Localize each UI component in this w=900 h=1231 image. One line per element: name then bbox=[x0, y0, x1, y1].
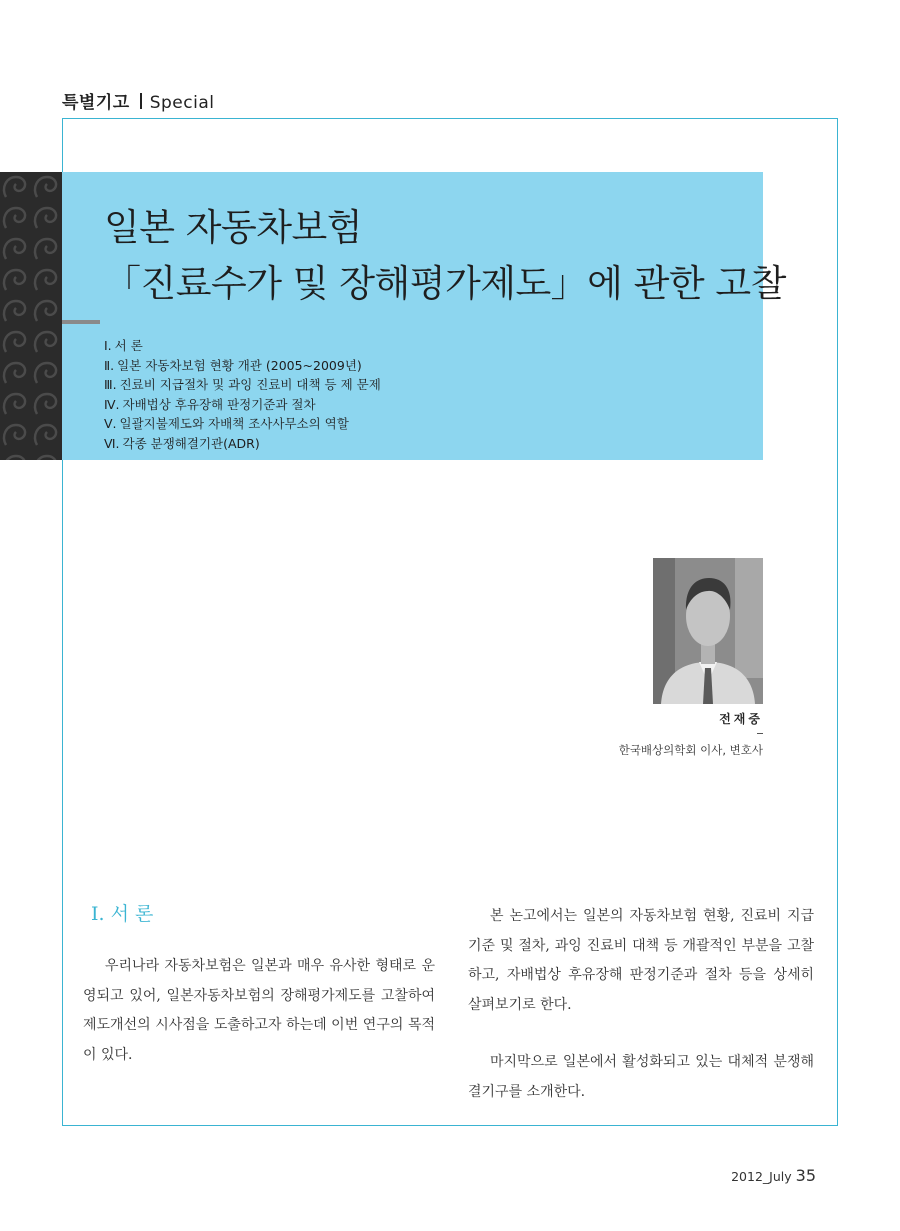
author-divider bbox=[757, 733, 763, 734]
body-paragraph: 마지막으로 일본에서 활성화되고 있는 대체적 분쟁해결기구를 소개한다. bbox=[468, 1054, 814, 1100]
category-korean: 특별기고 bbox=[62, 93, 130, 113]
toc-item: Ⅰ. 서 론 bbox=[104, 338, 143, 353]
category-divider bbox=[140, 93, 142, 109]
issue-label: 2012_July bbox=[731, 1169, 792, 1184]
author-name: 전재중 bbox=[719, 712, 763, 726]
body-column-right bbox=[468, 902, 814, 1107]
title-banner bbox=[62, 172, 786, 460]
page-footer bbox=[731, 1166, 816, 1185]
toc-item: Ⅳ. 자배법상 후유장해 판정기준과 절차 bbox=[104, 396, 316, 412]
article-title-line-1: 일본 자동차보험 bbox=[104, 206, 362, 249]
author-photo bbox=[653, 558, 763, 704]
toc-item: Ⅲ. 진료비 지급절차 및 과잉 진료비 대책 등 제 문제 bbox=[104, 377, 381, 392]
section-heading: Ⅰ. 서 론 bbox=[91, 903, 154, 925]
page-number: 35 bbox=[795, 1166, 816, 1185]
author-affiliation: 한국배상의학회 이사, 변호사 bbox=[618, 743, 763, 757]
toc-item: Ⅱ. 일본 자동차보험 현황 개관 (2005~2009년) bbox=[104, 357, 362, 373]
article-title bbox=[104, 200, 786, 312]
toc-item: Ⅵ. 각종 분쟁해결기관(ADR) bbox=[104, 435, 260, 451]
body-paragraph: 우리나라 자동차보험은 일본과 매우 유사한 형태로 운영되고 있어, 일본자동차보험의 장해평가제도를 고찰하여 제도개선의 시사점을 도출하고자 하는데 이번 연구의 목적이 있다. bbox=[83, 958, 435, 1063]
decorative-swirl-pattern bbox=[0, 172, 62, 460]
section-category bbox=[62, 88, 214, 113]
article-title-line-2: 「진료수가 및 장해평가제도」에 관한 고찰 bbox=[104, 262, 786, 305]
toc-item: Ⅴ. 일괄지불제도와 자배책 조사사무소의 역할 bbox=[104, 416, 349, 431]
title-accent-rule bbox=[62, 320, 100, 324]
category-english: Special bbox=[149, 93, 215, 113]
table-of-contents bbox=[104, 336, 381, 453]
body-column-left bbox=[83, 900, 435, 1070]
body-paragraph: 본 논고에서는 일본의 자동차보험 현황, 진료비 지급기준 및 절차, 과잉 진료비 대책 등 개괄적인 부분을 고찰하고, 자배법상 후유장해 판정기준과 절차 등을 상세히 살펴보기로 한다. bbox=[468, 908, 814, 1013]
